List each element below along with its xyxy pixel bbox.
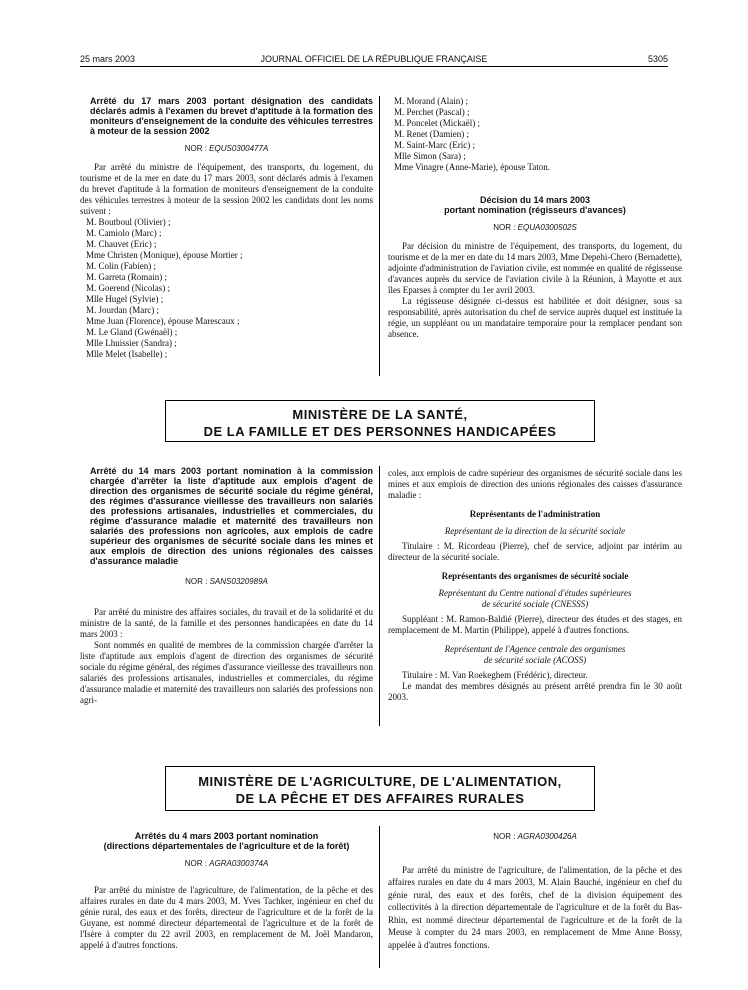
header-journal: JOURNAL OFFICIEL DE LA RÉPUBLIQUE FRANÇAISE bbox=[260, 54, 488, 64]
section3-right-column bbox=[388, 831, 682, 951]
section2-nor: NOR : SANS0320989A bbox=[185, 577, 268, 586]
ministry-heading-health: MINISTÈRE DE LA SANTÉ, DE LA FAMILLE ET DES PERSONNES HANDICAPÉES bbox=[165, 400, 595, 442]
section3-paragraph-right: Par arrêté du ministre de l'agriculture, de l'alimentation, de la pêche et des affaires rurales en date du 4 mars 2003, M. Alain Bauché, ingénieur en chef du génie rural, des eaux et des forêts, chef de la division équipement des collectivités à la direction départementale de l'agriculture et de la forêt du Bas-Rhin, est nommé directeur départemental de l'agriculture et de la forêt de la Meuse à compter du 24 mars 2003, en remplacement de Mme Anne Bossy, appelée à d'autres fonctions. bbox=[388, 864, 682, 950]
list-item: M. Morand (Alain) ; bbox=[394, 96, 468, 106]
section1-intro: Par arrêté du ministre de l'équipement, des transports, du logement, du tourisme et de la mer en date du 17 mars 2003, sont déclarés admis à l'examen du brevet d'aptitude à la formation de moniteurs d'enseignement de la conduite des véhicules terrestres à moteur de la session 2002 les candidats dont les noms suivent : bbox=[80, 162, 373, 216]
section2-right-column bbox=[388, 468, 682, 703]
list-item: M. Poncelet (Mickaël) ; bbox=[394, 118, 480, 128]
section3-title-line2: (directions départementales de l'agriculture et de la forêt) bbox=[103, 841, 350, 851]
list-item: M. Chauvet (Eric) ; bbox=[86, 239, 157, 249]
section2-paragraph-1: Par arrêté du ministre des affaires sociales, du travail et de la solidarité et du ministre de la santé, de la famille et des personnes handicapées en date du 14 mars 2003 : bbox=[80, 607, 373, 639]
section3-nor-right: NOR : AGRA0300426A bbox=[493, 832, 577, 841]
list-item: M. Garreta (Romain) ; bbox=[86, 272, 167, 282]
decision-nor: NOR : EQUA0300502S bbox=[493, 223, 577, 232]
decision-paragraph-2: La régisseuse désignée ci-dessus est habilitée et doit désigner, sous sa responsabilité, après autorisation du chef de service auprès duquel est instituée la régie, un suppléant ou un mandataire temporaire pour la remplacer pendant son absence. bbox=[388, 296, 682, 339]
list-item: M. Le Gland (Gwénaël) ; bbox=[86, 327, 178, 337]
section2-nor-code: SANS0320989A bbox=[209, 577, 268, 586]
section1-left-column bbox=[80, 96, 373, 360]
list-item: Mme Juan (Florence), épouse Marescaux ; bbox=[86, 316, 240, 326]
section1-right-column bbox=[388, 96, 682, 340]
subheading-cnesss-line1: Représentant du Centre national d'études supérieures bbox=[438, 588, 632, 598]
list-item: M. Renet (Damien) ; bbox=[394, 129, 469, 139]
section3-nor-left: NOR : AGRA0300374A bbox=[184, 859, 269, 868]
titulaire-ricordeau: Titulaire : M. Ricordeau (Pierre), chef de service, adjoint par intérim au directeur de la sécurité sociale. bbox=[388, 541, 682, 562]
column-divider bbox=[379, 96, 380, 376]
list-item: Mme Christen (Monique), épouse Mortier ; bbox=[86, 250, 243, 260]
suppleant-ramon-baldie: Suppléant : M. Ramon-Baldié (Pierre), directeur des études et des stages, en remplacement de M. Martin (Philippe), appelé à d'autres fonctions. bbox=[388, 614, 682, 635]
header-rule bbox=[80, 66, 668, 67]
list-item: M. Goerend (Nicolas) ; bbox=[86, 283, 170, 293]
list-item: M. Colin (Fabien) ; bbox=[86, 261, 156, 271]
section3-paragraph-left: Par arrêté du ministre de l'agriculture, de l'alimentation, de la pêche et des affaires rurales en date du 4 mars 2003, M. Yves Tachker, ingénieur en chef du génie rural, des eaux et des forêts, directeur de l'agriculture et de la forêt de la Guyane, est nommé directeur départemental de l'agriculture et de la forêt de l'Isère à compter du 22 avril 2003, en remplacement de M. Joël Mandaron, appelé à d'autres fonctions. bbox=[80, 885, 373, 950]
list-item: Mlle Melet (Isabelle) ; bbox=[86, 349, 168, 359]
column-divider bbox=[379, 466, 380, 726]
subheading-acoss-line1: Représentant de l'Agence centrale des organismes bbox=[444, 644, 626, 654]
header-page-number: 5305 bbox=[647, 54, 668, 64]
ministry-heading-agriculture: MINISTÈRE DE L'AGRICULTURE, DE L'ALIMENTATION, DE LA PÊCHE ET DES AFFAIRES RURALES bbox=[165, 766, 595, 811]
decision-paragraph-1: Par décision du ministre de l'équipement, des transports, du logement, du tourisme et de la mer en date du 14 mars 2003, Mme Depehi-Chero (Bernadette), adjointe d'administration de l'aviation civile, est nommée en qualité de régisseuse d'avances auprès du service de l'aviation civile à la Réunion, à Mayotte et aux îles Eparses à compter du 1er avril 2003. bbox=[388, 241, 682, 295]
mandat-end: Le mandat des membres désignés au présent arrêté prendra fin le 30 août 2003. bbox=[388, 681, 682, 702]
list-item: M. Saint-Marc (Eric) ; bbox=[394, 140, 475, 150]
list-item: Mlle Hugel (Sylvie) ; bbox=[86, 294, 164, 304]
section1-nor: NOR : EQUS0300477A bbox=[184, 144, 269, 153]
column-divider bbox=[379, 826, 380, 968]
section3-nor-code-right: AGRA0300426A bbox=[517, 832, 577, 841]
list-item: Mme Vinagre (Anne-Marie), épouse Taton. bbox=[394, 162, 550, 172]
list-item: Mlle Simon (Sara) ; bbox=[394, 151, 466, 161]
decision-title-line2: portant nomination (régisseurs d'avances) bbox=[444, 205, 626, 215]
heading-organism-representatives: Représentants des organismes de sécurité sociale bbox=[441, 571, 629, 581]
heading-admin-representatives: Représentants de l'administration bbox=[469, 509, 601, 519]
section3-nor-code-left: AGRA0300374A bbox=[209, 859, 269, 868]
list-item: Mlle Lhuissier (Sandra) ; bbox=[86, 338, 177, 348]
section1-names-left bbox=[80, 217, 373, 360]
section2-paragraph-2-continued: coles, aux emplois de cadre supérieur des organismes de sécurité sociale dans les mines et aux emplois de direction des unions régionales des caisses d'assurance maladie : bbox=[388, 468, 682, 500]
header-date: 25 mars 2003 bbox=[80, 54, 136, 64]
list-item: M. Boutboul (Olivier) ; bbox=[86, 217, 171, 227]
section1-title: Arrêté du 17 mars 2003 portant désignation des candidats déclarés admis à l'examen du brevet d'aptitude à la formation des moniteurs d'enseignement de la conduite des véhicules terrestres à moteur de la session 2002 bbox=[90, 96, 373, 136]
section1-nor-code: EQUS0300477A bbox=[209, 144, 269, 153]
subheading-acoss-line2: de sécurité sociale (ACOSS) bbox=[483, 655, 587, 665]
section1-names-right bbox=[388, 96, 682, 173]
section3-title-line1: Arrêtés du 4 mars 2003 portant nomination bbox=[134, 831, 319, 841]
section3-left-column bbox=[80, 831, 373, 951]
section2-title: Arrêté du 14 mars 2003 portant nomination à la commission chargée d'arrêter la liste d'aptitude aux emplois d'agent de direction des organismes de sécurité sociale du régime général, des régimes d'assurance vieillesse des travailleurs non salariés des professions artisanales, industrielles et commerciales, du régime d'assurance maladie et maternité des travailleurs non salariés des professions non agricoles, aux emplois de cadre supérieur des organismes de sécurité sociale dans les mines et aux emplois de direction des unions régionales des caisses d'assurance maladie bbox=[90, 466, 373, 566]
list-item: M. Camiolo (Marc) ; bbox=[86, 228, 162, 238]
titulaire-van-roekeghem: Titulaire : M. Van Roekeghem (Frédéric), directeur. bbox=[402, 670, 588, 680]
subheading-cnesss-line2: de sécurité sociale (CNESSS) bbox=[481, 599, 589, 609]
section2-left-column bbox=[80, 466, 373, 706]
decision-title-line1: Décision du 14 mars 2003 bbox=[479, 195, 591, 205]
decision-nor-code: EQUA0300502S bbox=[517, 223, 577, 232]
subheading-direction-securite-sociale: Représentant de la direction de la sécurité sociale bbox=[444, 526, 626, 536]
list-item: M. Jourdan (Marc) ; bbox=[86, 305, 159, 315]
list-item: M. Perchet (Pascal) ; bbox=[394, 107, 470, 117]
section2-paragraph-2: Sont nommés en qualité de membres de la commission chargée d'arrêter la liste d'aptitude aux emplois d'agent de direction des organismes de sécurité sociale du régime général, des régimes d'assurance vieillesse des travailleurs non salariés des professions artisanales, industrielles et commerciales, du régime d'assurance maladie et maternité des travailleurs non salariés des professions non agri- bbox=[80, 640, 373, 705]
